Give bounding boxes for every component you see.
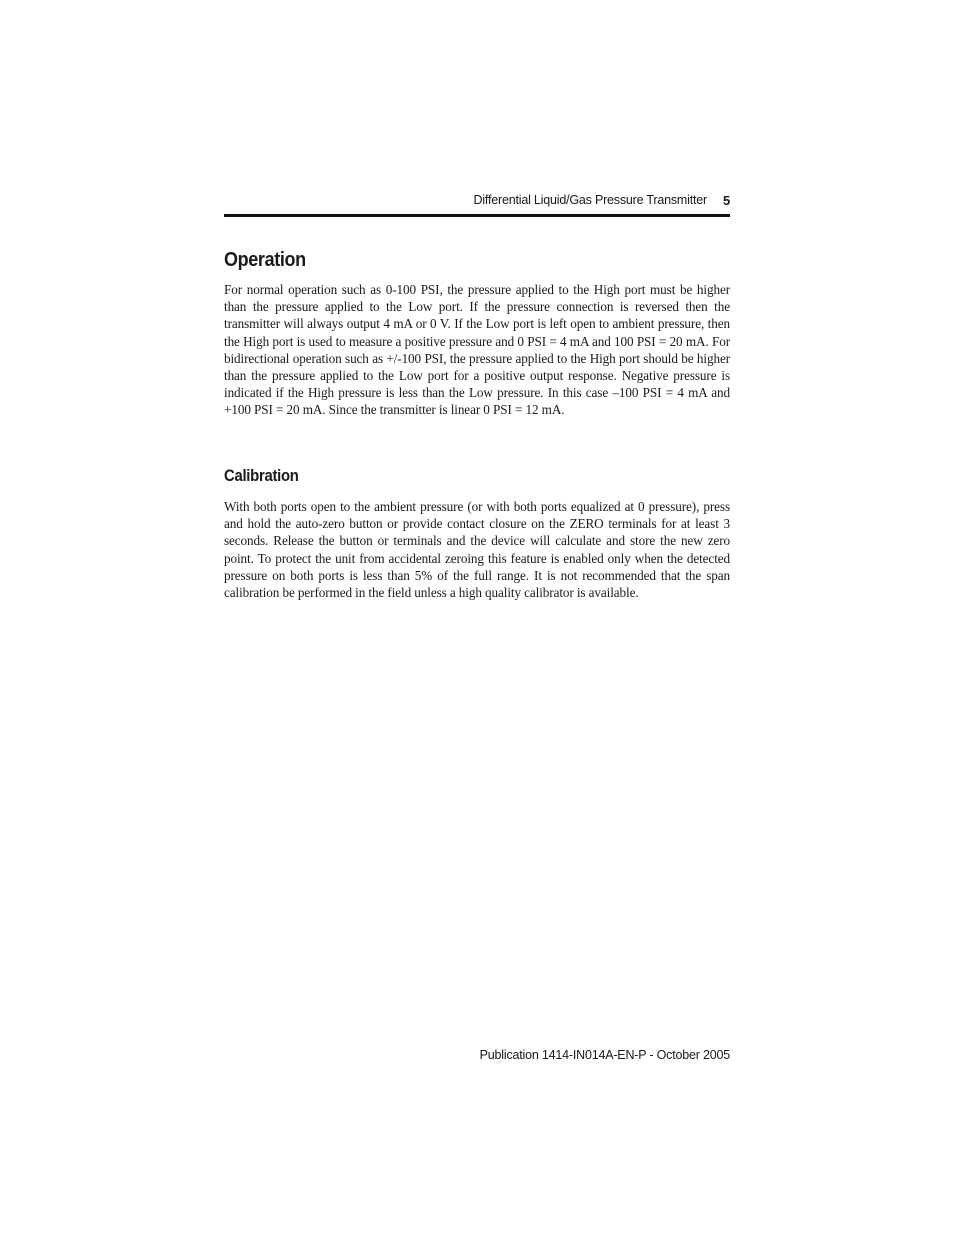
operation-heading: Operation (224, 249, 306, 271)
calibration-heading: Calibration (224, 467, 299, 485)
running-header-title: Differential Liquid/Gas Pressure Transmitter (473, 193, 707, 207)
running-header (224, 191, 730, 209)
header-rule (224, 214, 730, 217)
operation-paragraph: For normal operation such as 0-100 PSI, the pressure applied to the High port must be higher than the pressure applied to the Low port. If the pressure connection is reversed then the transmitter will always output 4 mA or 0 V. If the Low port is left open to ambient pressure, then the High port is used to measure a positive pressure and 0 PSI = 4 mA and 100 PSI = 20 mA. For bidirectional operation such as +/-100 PSI, the pressure applied to the High port should be higher than the pressure applied to the Low port for a positive output response. Negative pressure is indicated if the High pressure is less than the Low pressure. In this case –100 PSI = 4 mA and +100 PSI = 20 mA. Since the transmitter is linear 0 PSI = 12 mA. (224, 282, 730, 418)
page-number: 5 (722, 192, 730, 208)
publication-footer: Publication 1414-IN014A-EN-P - October 2005 (479, 1048, 730, 1062)
calibration-paragraph: With both ports open to the ambient pressure (or with both ports equalized at 0 pressure), press and hold the auto-zero button or provide contact closure on the ZERO terminals for at least 3 seconds. Release the button or terminals and the device will calculate and store the new zero point. To protect the unit from accidental zeroing this feature is enabled only when the detected pressure on both ports is less than 5% of the full range. It is not recommended that the span calibration be performed in the field unless a high quality calibrator is available. (224, 499, 730, 601)
